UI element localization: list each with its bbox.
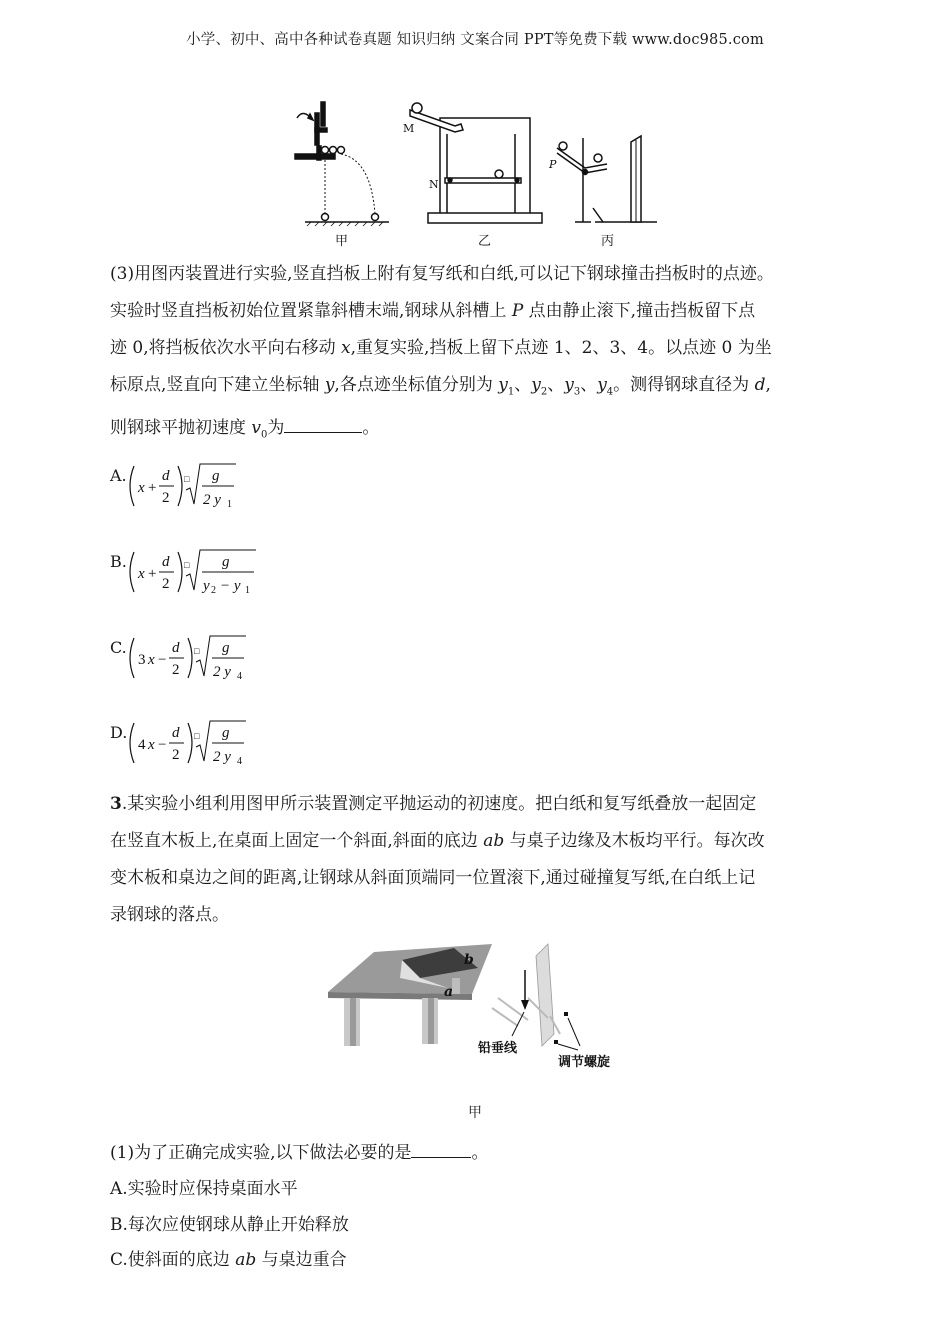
label-screw: 调节螺旋 — [558, 1055, 611, 1070]
label-jia: 甲 — [335, 234, 349, 249]
label-yi: 乙 — [478, 234, 492, 249]
figure-caption: 甲 — [468, 1105, 482, 1121]
svg-text:g: g — [222, 725, 230, 741]
svg-text:□: □ — [184, 474, 190, 484]
apparatus-yi — [410, 103, 542, 223]
label-a: a — [444, 984, 454, 1000]
svg-text:g: g — [212, 468, 220, 484]
svg-text:x: x — [138, 480, 145, 496]
label-M: M — [403, 122, 415, 135]
label-N: N — [429, 178, 439, 191]
svg-text:2: 2 — [172, 662, 180, 678]
svg-text:2: 2 — [162, 490, 170, 506]
svg-text:d: d — [162, 554, 170, 570]
svg-text:3: 3 — [138, 652, 146, 668]
table-apparatus-figure — [322, 938, 642, 1078]
svg-text:2: 2 — [211, 585, 216, 596]
svg-text:d: d — [172, 725, 180, 741]
label-bing: 丙 — [601, 234, 615, 249]
svg-text:d: d — [162, 468, 170, 484]
svg-text:x: x — [148, 652, 155, 668]
svg-text:x: x — [138, 566, 145, 582]
answer-blank[interactable] — [284, 416, 362, 433]
svg-text:2: 2 — [172, 747, 180, 763]
svg-text:□: □ — [194, 646, 200, 656]
vertical-board — [536, 944, 554, 1046]
svg-text:−: − — [158, 652, 167, 668]
svg-text:+: + — [148, 566, 157, 582]
svg-text:+: + — [148, 480, 157, 496]
apparatus-figure — [285, 98, 665, 250]
svg-text:□: □ — [194, 731, 200, 741]
svg-text:− y: − y — [220, 578, 241, 594]
svg-text:1: 1 — [245, 585, 250, 596]
svg-text:−: − — [158, 737, 167, 753]
label-b: b — [464, 952, 474, 968]
svg-text:4: 4 — [237, 671, 242, 682]
apparatus-bing — [557, 136, 657, 222]
label-plumb: 铅垂线 — [478, 1041, 518, 1056]
page-header: 小学、初中、高中各种试卷真题 知识归纳 文案合同 PPT等免费下载 www.doc985.com — [186, 32, 764, 48]
svg-text:1: 1 — [227, 499, 232, 510]
svg-text:2: 2 — [162, 576, 170, 592]
label-P: P — [549, 158, 557, 171]
answer-blank-3-1[interactable] — [411, 1141, 471, 1158]
question-2-3: (3)用图丙装置进行实验,竖直挡板上附有复写纸和白纸,可以记下钢球撞击挡板时的点迹。 实验时竖直挡板初始位置紧靠斜槽末端,钢球从斜槽上 P 点由静止滚下,撞击挡板留下点 迹 0,将挡板依次水平向右移动 x,重复实验,挡板上留下点迹 1、2、3、4。以点迹 0 为坐 标原点,竖直向下建立坐标轴 y,各点迹坐标值分别为 $y_1$、$y_2$、$y_3$、$y_4$。测得钢球直径为 d, 则钢球平抛初速度 $v_0$为 。 — [110, 264, 774, 441]
svg-text:d: d — [172, 640, 180, 656]
screw-1 — [564, 1012, 568, 1016]
svg-text:4: 4 — [138, 737, 146, 753]
svg-text:x: x — [148, 737, 155, 753]
svg-text:g: g — [222, 554, 230, 570]
question-3-1: (1)为了正确完成实验,以下做法必要的是 。 — [110, 1143, 489, 1163]
svg-text:2 y: 2 y — [213, 749, 231, 765]
option-3-1-c[interactable]: C.使斜面的底边 ab 与桌边重合 — [110, 1250, 347, 1270]
svg-text:□: □ — [184, 560, 190, 570]
svg-text:y: y — [203, 578, 210, 594]
svg-text:4: 4 — [237, 756, 242, 767]
option-3-1-a[interactable]: A.实验时应保持桌面水平 — [110, 1179, 298, 1199]
svg-text:g: g — [222, 640, 230, 656]
svg-text:2 y: 2 y — [203, 492, 221, 508]
question-3: 3.某实验小组利用图甲所示装置测定平抛运动的初速度。把白纸和复写纸叠放一起固定 在竖直木板上,在桌面上固定一个斜面,斜面的底边 ab 与桌子边缘及木板均平行。每次改 变木板和桌边之间的距离,让钢球从斜面顶端同一位置滚下,通过碰撞复写纸,在白纸上记 录钢球的落点。 — [110, 794, 765, 925]
apparatus-jia — [295, 102, 389, 226]
svg-text:2 y: 2 y — [213, 664, 231, 680]
option-3-1-b[interactable]: B.每次应使钢球从静止开始释放 — [110, 1215, 349, 1235]
screw-2 — [554, 1040, 558, 1044]
